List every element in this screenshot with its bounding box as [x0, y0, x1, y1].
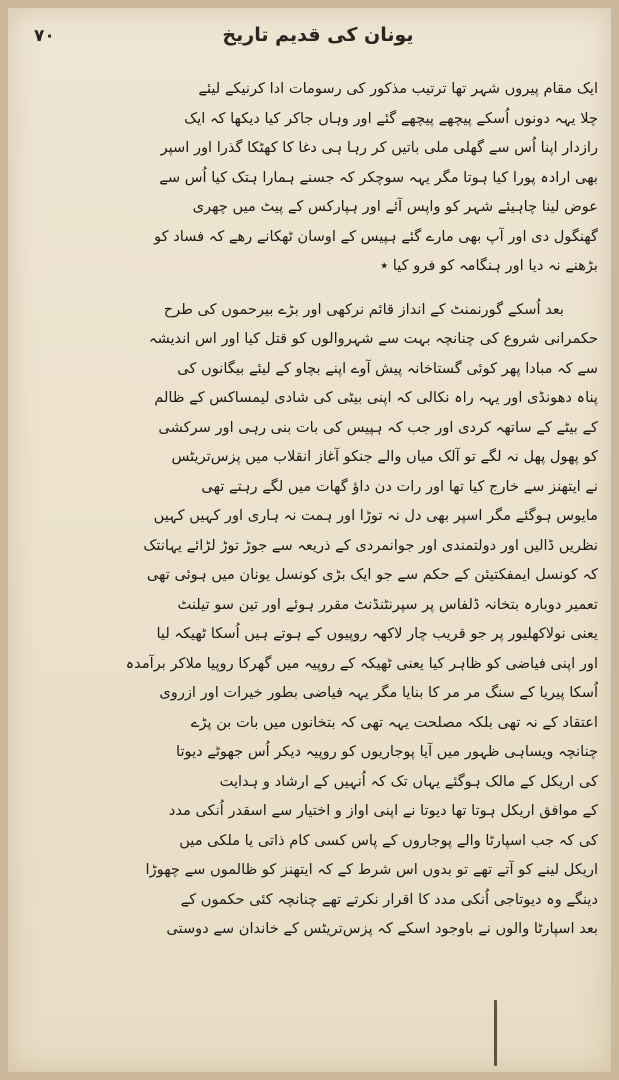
- text-line: کو پھول پھل نہ لگے تو آلک میاں والے جنکو آغاز انقلاب میں پزس‌تریٹس: [171, 448, 598, 465]
- text-line: بعد اسپارٹا والوں نے باوجود اسکے کہ پزس‌تریٹس کے خاندان سے دوستی: [166, 920, 598, 937]
- text-line: دینگے وہ دیوتاجی اُنکی مدد کا اقرار نکرتے تھے چنانچہ کئی حکموں کے: [180, 890, 598, 908]
- page-number: ۷۰: [34, 26, 55, 46]
- text-line: ایک مقام پیروں شہر تھا ترتیب مذکور کی رسومات ادا کرنیکے لیئے: [198, 80, 598, 97]
- text-line: اور اپنی فیاضی کو ظاہر کیا یعنی ٹھیکہ کے روپیہ میں گھرکا روپیا ملاکر برآمدہ: [125, 654, 598, 672]
- book-page: [8, 8, 611, 1072]
- text-line: کے بیٹے کے ساتھہ کردی اور جب کہ ہپیس کی بات بنی رہی اور سرکشی: [158, 418, 598, 436]
- text-line: حکمرانی شروع کی چنانچہ بہت سے شہروالوں کو قتل کیا اور اس اندیشہ: [148, 330, 598, 347]
- text-line: گھنگول دی اور آپ بھی مارے گئے ہپیس کے اوسان ٹھکانے رھے کہ فساد کو: [154, 227, 598, 245]
- pen-mark: [494, 1000, 497, 1066]
- body-text: [20, 74, 598, 944]
- text-line: تعمیر دوبارہ بتخانہ ڈلفاس پر سپرنٹنڈنٹ مقرر ہوئے اور تین سو تیلنٹ: [177, 595, 598, 613]
- page-header: [8, 24, 611, 58]
- text-line: نظریں ڈالیں اور دولتمندی اور جوانمردی کے ذریعہ سے جوڑ توڑ لڑائے یہانتک: [143, 536, 598, 554]
- text-line: چلا یہہ دونوں اُسکے پیچھے پیچھے گئے اور وہاں جاکر کیا دیکھا کہ ایک: [184, 109, 598, 127]
- text-line: رازدار اپنا اُس سے گھلی ملی باتیں کر رہا ہی دغا کا کھٹکا گذرا اور اسپر: [160, 139, 598, 156]
- text-line: سے کہ مبادا پھر کوئی گستاخانہ پیش آوے اپنے بچاو کے لیئے بیگانوں کی: [177, 359, 598, 377]
- text-line: اُسکا پیریا کے سنگ مر مر کا بنایا مگر یہہ فیاضی بطور خیرات اور ازروی: [159, 684, 598, 701]
- text-line: بعد اُسکے گورنمنٹ کے انداز قائم نرکھی اور بڑے بیرحموں کی طرح: [163, 300, 564, 318]
- text-line: بھی ارادہ پورا کیا ہوتا مگر یہہ سوچکر کہ جسنے ہمارا ہتک کیا اُس سے: [159, 168, 598, 186]
- text-line: بڑھنے نہ دیا اور ہنگامہ کو فرو کیا ٭: [380, 257, 598, 274]
- text-line: کے موافق اریکل ہوتا تھا دیوتا نے اپنی اواز و اختیار سے اسقدر اُنکی مدد: [168, 802, 598, 819]
- text-line: یعنی نولاکھلیور پر جو قریب چار لاکھہ روپیوں کے ہوتے ہیں اُسکا ٹھیکہ لیا: [156, 625, 598, 642]
- text-line: نے ایتھنز سے خارج کیا تھا اور رات دن داؤ گھات میں لگے رہتے تھی: [201, 477, 598, 495]
- paragraph-2: [20, 295, 598, 944]
- text-line: چنانچہ ویساہی ظہور میں آیا پوجاریوں کو روپیہ دیکر اُس جھوٹے دیوتا: [176, 743, 598, 760]
- text-line: کی کہ جب اسپارٹا والے پوجاروں کے پاس کسی کام ذاتی یا ملکی میں: [179, 831, 598, 849]
- text-line: پناہ دھونڈی اور یہہ راہ نکالی کہ اپنی بیٹی کی شادی لیمساکس کے ظالم: [154, 389, 598, 406]
- running-title: یونان کی قدیم تاریخ: [222, 24, 414, 46]
- text-line: کی اریکل کے مالک ہوگئے یہاں تک کہ اُنہیں کے ارشاد و ہدایت: [219, 772, 598, 790]
- text-line: کہ کونسل ایمفکتیئن کے حکم سے جو ایک بڑی کونسل یونان میں ہوئی تھی: [146, 566, 598, 583]
- text-line: اعتقاد کے نہ تھی بلکہ مصلحت یہہ تھی کہ بتخانوں میں بات بن پڑے: [190, 713, 598, 731]
- text-line: اریکل لینے کو آتے تھے تو بدوں اس شرط کے کہ ایتھنز کو ظالموں سے چھوڑا: [145, 861, 598, 878]
- text-line: مایوس ہوگئے مگر اسپر بھی دل نہ توڑا اور ہمت نہ ہاری اور کہیں کہیں: [153, 507, 598, 524]
- paragraph-gap: [20, 281, 598, 295]
- paragraph-1: [20, 74, 598, 281]
- text-line: عوض لینا چاہیئے شہر کو واپس آئے اور ہپارکس کے پیٹ میں چھری: [192, 198, 598, 215]
